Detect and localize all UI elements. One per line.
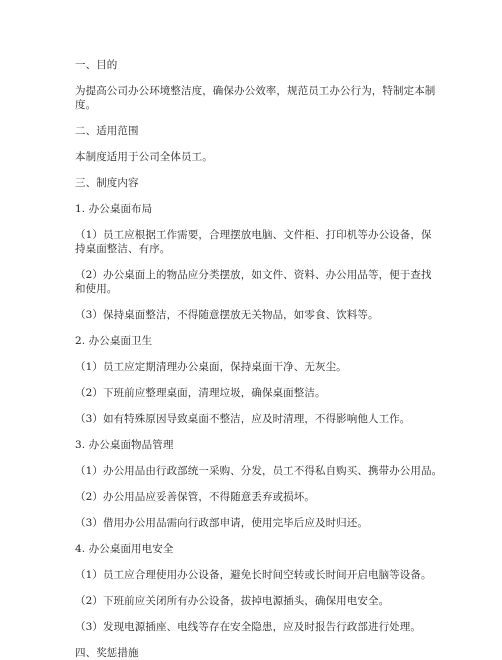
section-heading-scope: 二、适用范围 (75, 125, 139, 137)
section-heading-purpose: 一、目的 (75, 59, 118, 71)
layout-item-3: （3）保持桌面整洁，不得随意摆放无关物品，如零食、饮料等。 (75, 309, 379, 321)
electrical-item-1: （1）员工应合理使用办公设备，避免长时间空转或长时间开启电脑等设备。 (75, 569, 432, 581)
purpose-paragraph: 为提高公司办公环境整洁度，确保办公效率，规范员工办公行为，特制定本制度。 (75, 85, 436, 111)
layout-item-1: （1）员工应根据工作需要，合理摆放电脑、文件柜、打印机等办公设备，保持桌面整洁、有序。 (75, 229, 432, 255)
hygiene-item-2: （2）下班前应整理桌面，清理垃圾，确保桌面整洁。 (75, 387, 326, 399)
section-heading-rewards: 四、奖惩措施 (75, 647, 139, 659)
supplies-item-1: （1）办公用品由行政部统一采购、分发，员工不得私自购买、携带办公用品。 (75, 465, 443, 477)
scope-paragraph: 本制度适用于公司全体员工。 (75, 151, 213, 163)
hygiene-item-1: （1）员工应定期清理办公桌面，保持桌面干净、无灰尘。 (75, 361, 347, 373)
subsection-title-layout: 1. 办公桌面布局 (75, 203, 153, 215)
electrical-item-3: （3）发现电源插座、电线等存在安全隐患，应及时报告行政部进行处理。 (75, 621, 421, 633)
layout-item-2: （2）办公桌面上的物品应分类摆放，如文件、资料、办公用品等，便于查找和使用。 (75, 269, 432, 295)
subsection-title-electrical: 4. 办公桌面用电安全 (75, 543, 174, 555)
supplies-item-3: （3）借用办公用品需向行政部申请，使用完毕后应及时归还。 (75, 517, 368, 529)
document-body (75, 58, 445, 660)
subsection-title-hygiene: 2. 办公桌面卫生 (75, 335, 153, 347)
subsection-title-supplies: 3. 办公桌面物品管理 (75, 439, 174, 451)
section-heading-content: 三、制度内容 (75, 177, 139, 189)
electrical-item-2: （2）下班前应关闭所有办公设备，拔掉电源插头，确保用电安全。 (75, 595, 390, 607)
supplies-item-2: （2）办公用品应妥善保管，不得随意丢弃或损坏。 (75, 491, 315, 503)
hygiene-item-3: （3）如有特殊原因导致桌面不整洁，应及时清理，不得影响他人工作。 (75, 413, 411, 425)
